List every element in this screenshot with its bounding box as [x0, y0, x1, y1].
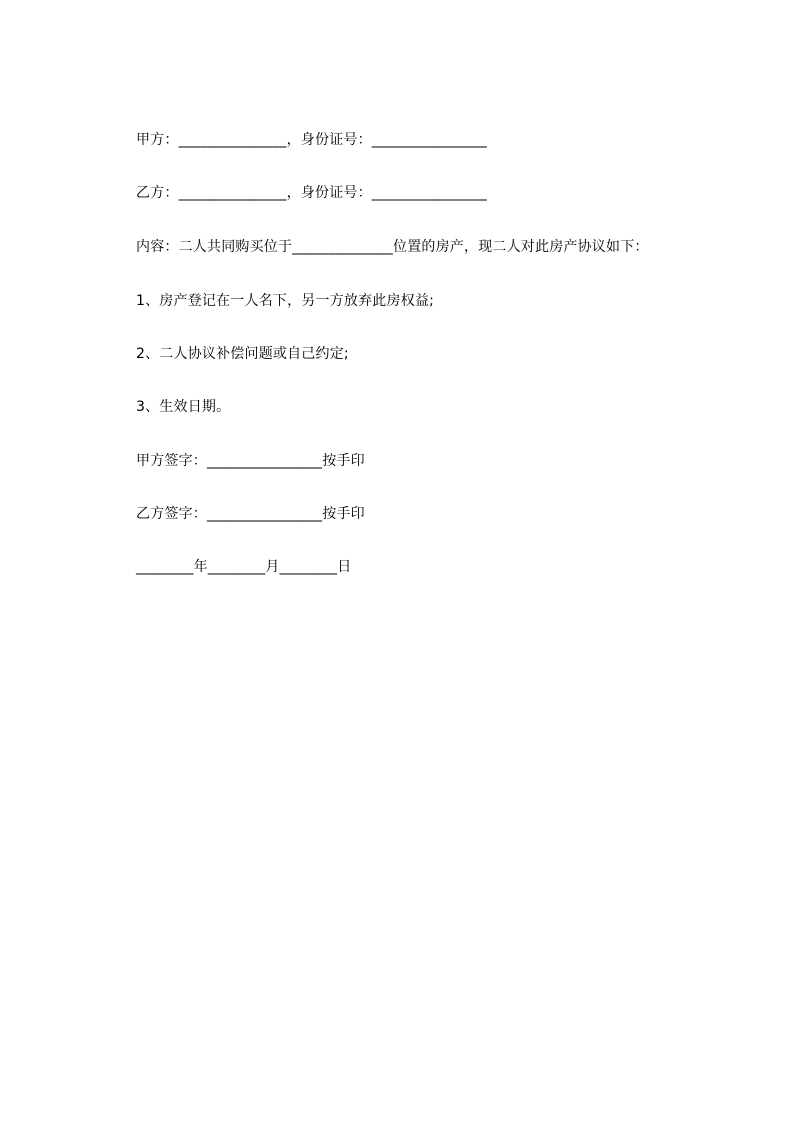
- content-line: 内容：二人共同购买位于______________位置的房产，现二人对此房产协议如下：: [136, 239, 649, 255]
- clause-3: 3、生效日期。: [136, 399, 231, 415]
- party-a-line: 甲方：_______________，身份证号：________________: [136, 132, 487, 148]
- party-b-line: 乙方：_______________，身份证号：________________: [136, 185, 487, 201]
- date-line: ________年________月________日: [136, 559, 352, 575]
- clause-2: 2、二人协议补偿问题或自己约定;: [136, 346, 349, 362]
- clause-1: 1、房产登记在一人名下，另一方放弃此房权益;: [136, 293, 435, 309]
- party-a-signature-line: 甲方签字：________________按手印: [136, 453, 365, 469]
- party-b-signature-line: 乙方签字：________________按手印: [136, 506, 365, 522]
